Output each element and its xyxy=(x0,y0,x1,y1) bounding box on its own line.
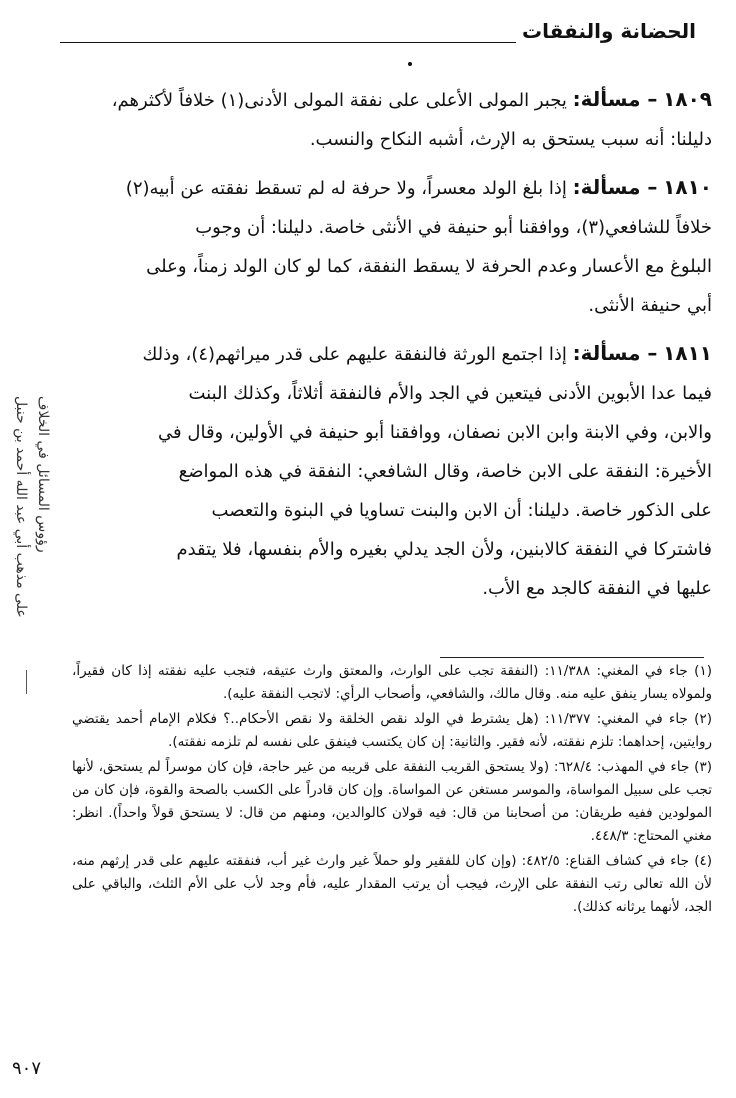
footnote-text: جاء في المغني: ١١/٣٧٧: (هل يشترط في الولد نقص الخلقة ولا نقص الأحكام..؟ فكلام الإمام أحمد يقتضي روايتين، إحداهما: تلزم نفقته، لأنه فقير. والثانية: إن كان يكتسب فينفق على نفسه لم تلزمه نفقته). xyxy=(72,711,712,750)
issue-line: يجبر المولى الأعلى على نفقة المولى الأدنى(١) خلافاً لأكثرهم، xyxy=(111,90,567,111)
issue-1809: ١٨٠٩ – مسألة: يجبر المولى الأعلى على نفقة المولى الأدنى(١) خلافاً لأكثرهم، دليلنا: أنه سبب يستحق به الإرث، أشبه النكاح والنسب. xyxy=(72,80,712,159)
side-book-title xyxy=(4,396,54,666)
issue-number: ١٨١١ xyxy=(663,341,712,365)
footnote xyxy=(72,660,712,706)
side-title-line-1: رؤوس المسائل في الخلاف xyxy=(35,396,51,553)
footnote-number: (١) xyxy=(694,663,712,679)
issue-label: مسألة: xyxy=(572,87,641,111)
footnote-text: جاء في المغني: ١١/٣٨٨: (النفقة تجب على الوارث، والمعتق وارث عتيقه، فتجب عليه نفقته إذا كان فقيراً، ولمولاه يسار ينفق عليه منه. وقال مالك، والشافعي، وأصحاب الرأي: لاتجب النفقة عليه). xyxy=(72,663,712,702)
footnote-number: (٢) xyxy=(694,711,712,727)
footnote xyxy=(72,708,712,754)
issue-line: الأخيرة: النفقة على الابن خاصة، وقال الشافعي: النفقة في هذه المواضع xyxy=(178,461,712,482)
issue-1811: ١٨١١ – مسألة: إذا اجتمع الورثة فالنفقة عليهم على قدر ميراثهم(٤)، وذلك فيما عدا الأبوين الأدنى فيتعين في الجد والأم فالنفقة أثلاثاً، وكذلك البنت والابن، وفي الابنة وابن الابن نصفان، ووافقنا أبو حنيفة في الأولين، وقال في الأخيرة: النفقة على الابن خاصة، وقال الشافعي: النفقة في هذه المواضع على الذكور خاصة. دليلنا: أن الابن والبنت تساويا في البنوة والتعصب فاشتركا في النفقة كالابنين، ولأن الجد يدلي بغيره والأم بنفسها، فلا يتقدم عليها في النفقة كالجد مع الأب. xyxy=(72,334,712,608)
footnote xyxy=(72,850,712,919)
issue-line: والابن، وفي الابنة وابن الابن نصفان، ووافقنا أبو حنيفة في الأولين، وقال في xyxy=(158,422,712,443)
page-number: ٩٠٧ xyxy=(12,1058,42,1079)
issue-line: إذا بلغ الولد معسراً، ولا حرفة له لم تسقط نفقته عن أبيه(٢) xyxy=(125,178,567,199)
issue-line: البلوغ مع الأعسار وعدم الحرفة لا يسقط النفقة، كما لو كان الولد زمناً، وعلى xyxy=(146,256,712,277)
chapter-title: الحضانة والنفقات xyxy=(516,18,696,44)
footnote-text: جاء في المهذب: ٦٢٨/٤: (ولا يستحق القريب النفقة على قريبه من غير حاجة، فإن كان موسراً لم يستحق، لأنها تجب على سبيل المواساة، والموسر مستغن عن المواساة. وإن كان قادراً على الكسب بالصحة والقوة، فإن كان من المولودين ففيه طريقان: من أصحابنا من قال: فيه قولان كالوالدين، ومنهم من قال: لا يستحق قولاً واحداً). انظر: مغني المحتاج: ٤٤٨/٣. xyxy=(72,759,712,844)
main-text xyxy=(72,80,712,617)
issue-line: إذا اجتمع الورثة فالنفقة عليهم على قدر ميراثهم(٤)، وذلك xyxy=(142,344,567,365)
issue-number: ١٨١٠ xyxy=(663,175,712,199)
issue-line: أبي حنيفة الأنثى. xyxy=(588,295,712,316)
issue-line: عليها في النفقة كالجد مع الأب. xyxy=(482,578,712,599)
decorative-dot xyxy=(408,62,412,66)
footnotes xyxy=(72,660,712,921)
footnote-number: (٣) xyxy=(694,759,712,775)
issue-label: مسألة: xyxy=(572,175,641,199)
footnote-number: (٤) xyxy=(694,853,713,869)
footnote-rule xyxy=(440,657,704,658)
issue-line: دليلنا: أنه سبب يستحق به الإرث، أشبه النكاح والنسب. xyxy=(309,129,712,150)
side-rule xyxy=(26,670,27,694)
issue-line: على الذكور خاصة. دليلنا: أن الابن والبنت تساويا في البنوة والتعصب xyxy=(211,500,712,521)
issue-line: فاشتركا في النفقة كالابنين، ولأن الجد يدلي بغيره والأم بنفسها، فلا يتقدم xyxy=(176,539,712,560)
issue-label: مسألة: xyxy=(572,341,641,365)
side-title-line-2: على مذهب أبي عبد الله أحمد بن حنبل xyxy=(13,396,29,618)
footnote-text: جاء في كشاف القناع: ٤٨٢/٥: (وإن كان للفقير ولو حملاً غير وارث غير أب، فنفقته عليهم على قدر إرثهم منه، لأن الله تعالى رتب النفقة على الإرث، فيجب أن يرتب المقدار عليه، فأم وجد لأب على الأم الثلث، والباقي على الجد، لأنهما يرثانه كذلك). xyxy=(72,853,712,915)
footnote xyxy=(72,756,712,848)
issue-line: خلافاً للشافعي(٣)، ووافقنا أبو حنيفة في الأنثى خاصة. دليلنا: أن وجوب xyxy=(195,217,712,238)
running-header xyxy=(60,18,696,46)
issue-number: ١٨٠٩ xyxy=(663,87,712,111)
issue-line: فيما عدا الأبوين الأدنى فيتعين في الجد والأم فالنفقة أثلاثاً، وكذلك البنت xyxy=(188,383,712,404)
issue-1810: ١٨١٠ – مسألة: إذا بلغ الولد معسراً، ولا حرفة له لم تسقط نفقته عن أبيه(٢) خلافاً للشافعي(٣)، ووافقنا أبو حنيفة في الأنثى خاصة. دليلنا: أن وجوب البلوغ مع الأعسار وعدم الحرفة لا يسقط النفقة، كما لو كان الولد زمناً، وعلى أبي حنيفة الأنثى. xyxy=(72,168,712,325)
